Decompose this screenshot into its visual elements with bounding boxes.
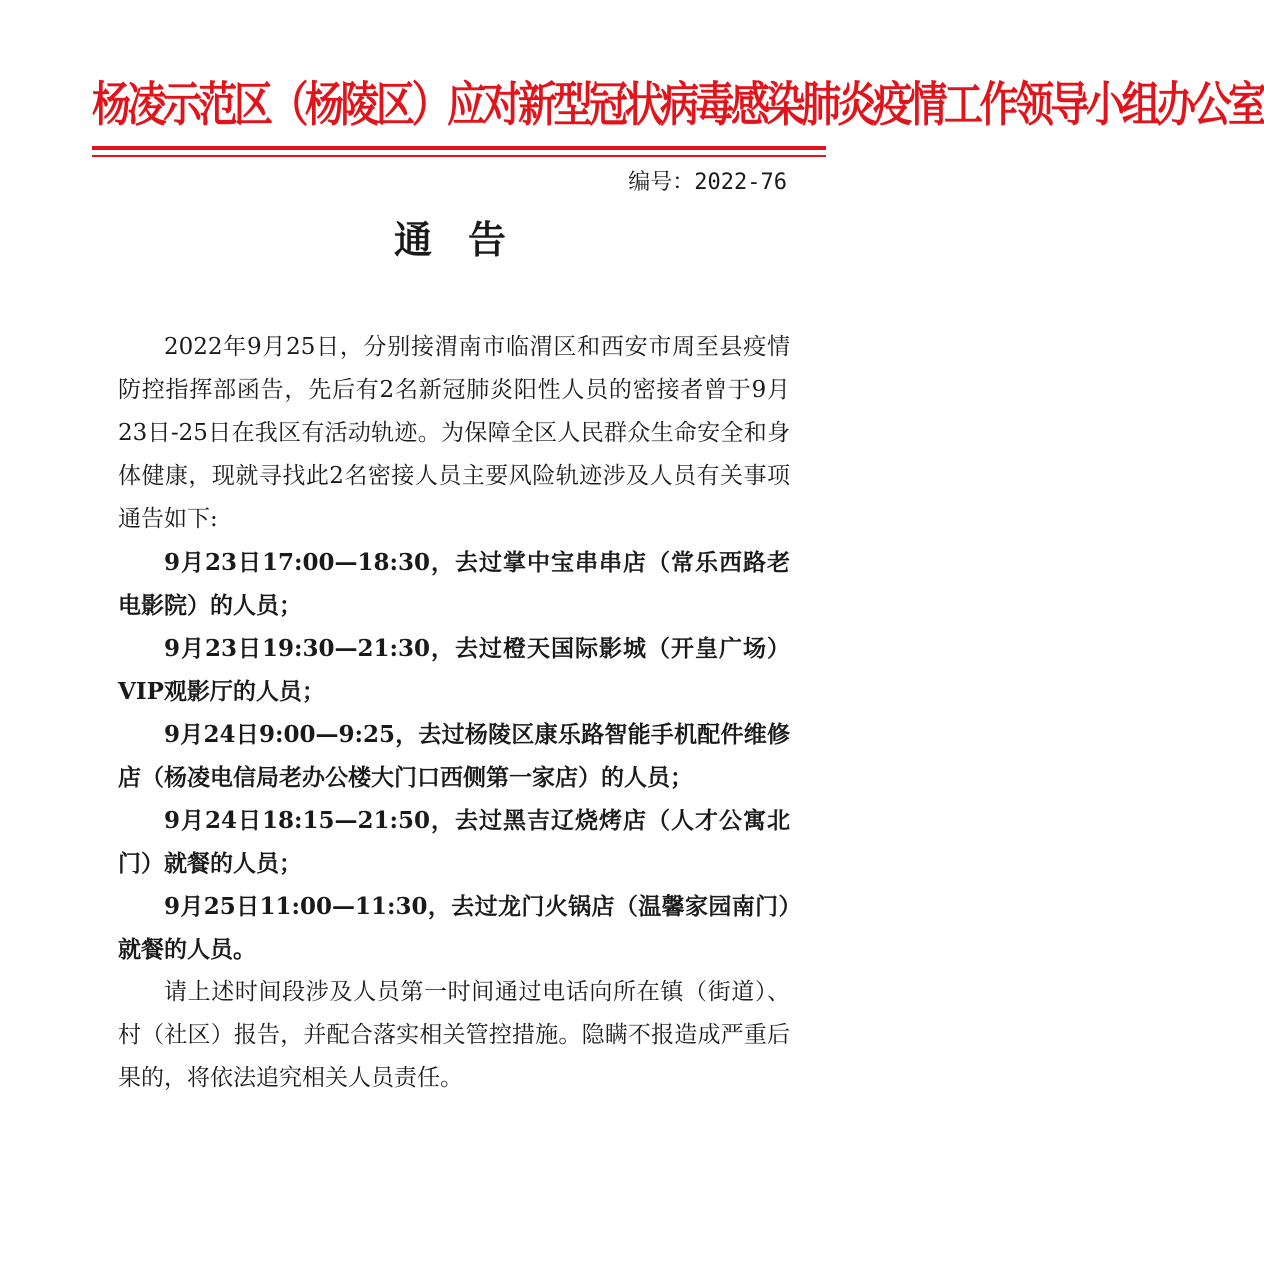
risk-item: 9月23日19:30—21:30，去过橙天国际影城（开皇广场）VIP观影厅的人员； [118,635,790,705]
risk-item: 9月25日11:00—11:30，去过龙门火锅店（温馨家园南门）就餐的人员。 [118,893,790,963]
issuing-office-header: 杨凌示范区（杨陵区）应对新型冠状病毒感染肺炎疫情工作领导小组办公室 [92,78,1264,134]
document-number: 编号：2022-76 [628,170,787,195]
risk-item: 9月24日18:15—21:50，去过黑吉辽烧烤店（人才公寓北门）就餐的人员； [118,807,790,877]
risk-item: 9月23日17:00—18:30，去过掌中宝串串店（常乐西路老电影院）的人员； [118,549,790,619]
closing-paragraph: 请上述时间段涉及人员第一时间通过电话向所在镇（街道）、村（社区）报告，并配合落实相关管控措施。隐瞒不报造成严重后果的，将依法追究相关人员责任。 [118,979,790,1091]
header-rule-thin [92,155,826,157]
header-rule-thick [92,146,826,150]
notice-body [118,326,790,1100]
intro-paragraph: 2022年9月25日，分别接渭南市临渭区和西安市周至县疫情防控指挥部函告，先后有2名新冠肺炎阳性人员的密接者曾于9月23日-25日在我区有活动轨迹。为保障全区人民群众生命安全和身体健康，现就寻找此2名密接人员主要风险轨迹涉及人员有关事项通告如下: [118,334,790,532]
notice-title: 通告 [393,217,542,262]
risk-item: 9月24日9:00—9:25，去过杨陵区康乐路智能手机配件维修店（杨凌电信局老办公楼大门口西侧第一家店）的人员； [118,721,790,791]
